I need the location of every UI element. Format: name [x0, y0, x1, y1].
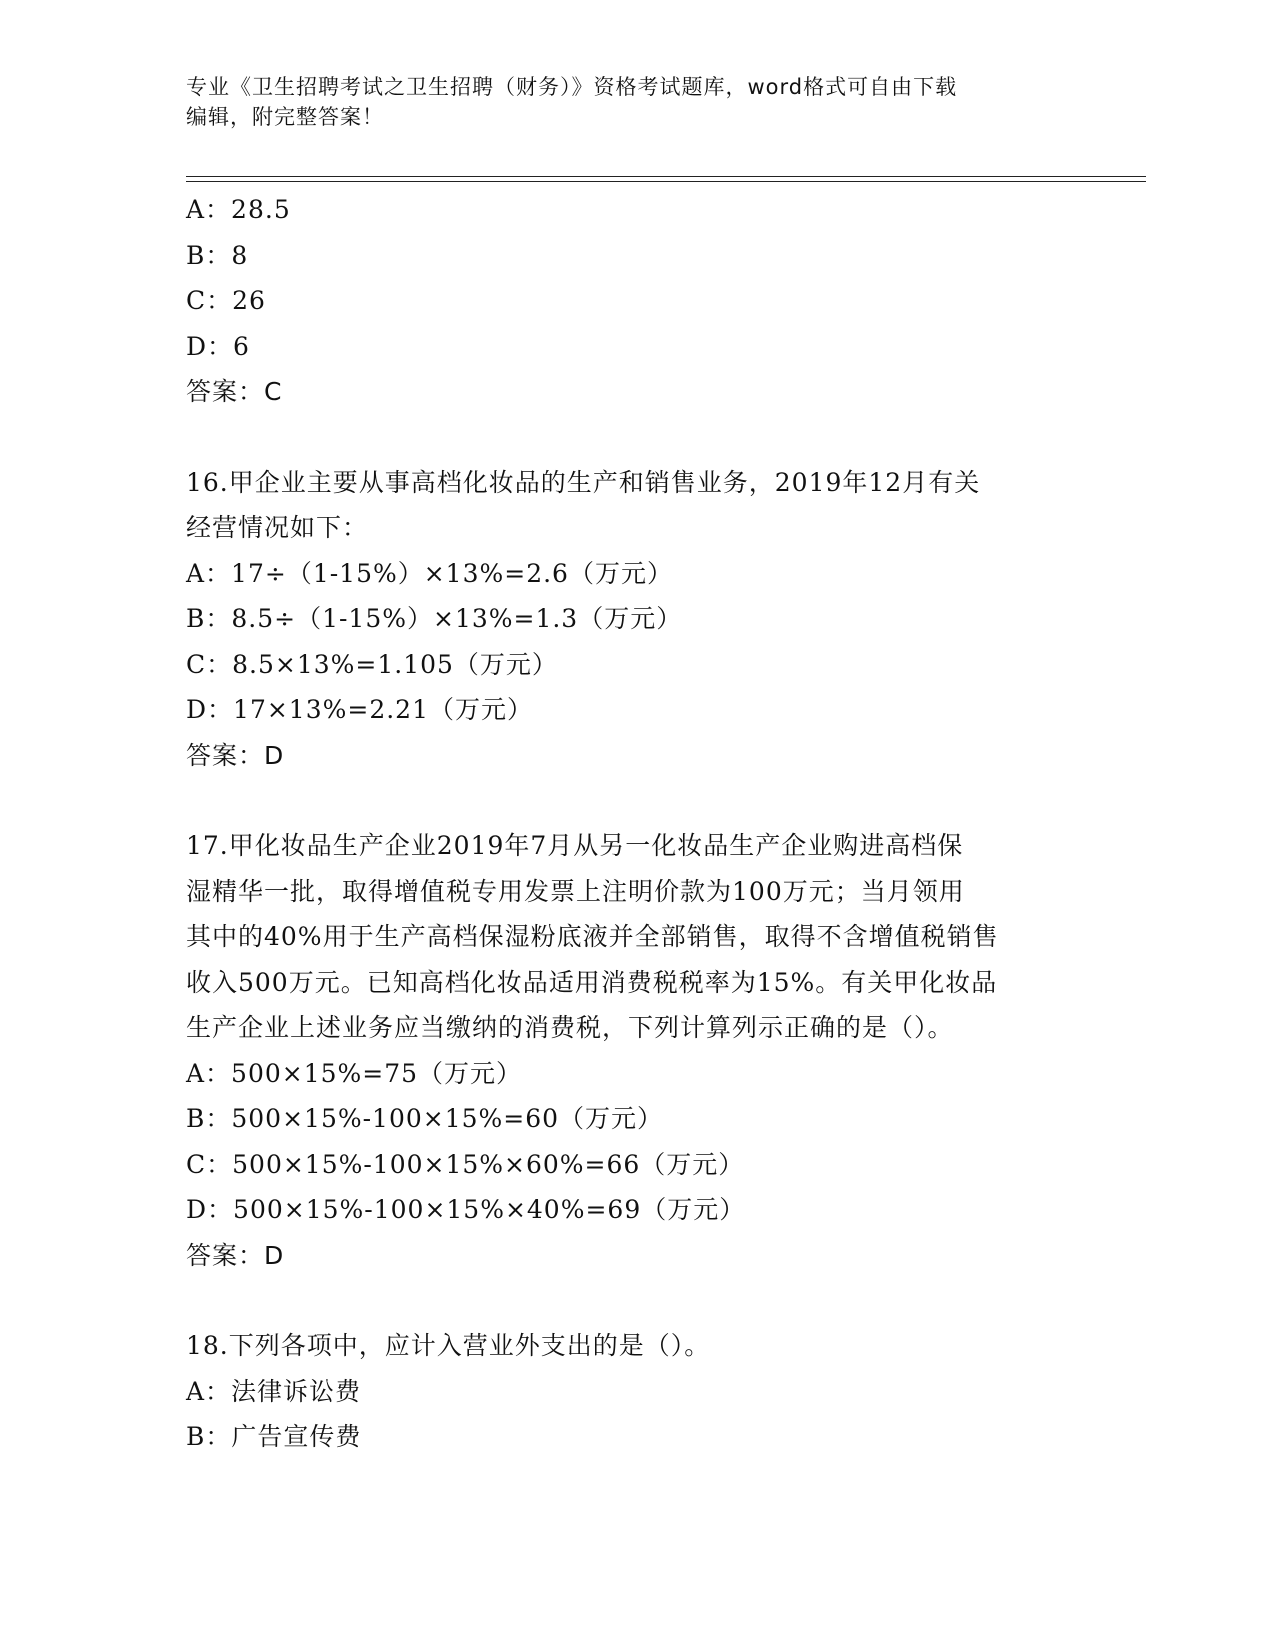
option-d: D：6: [186, 331, 250, 361]
question-stem-line: 16.甲企业主要从事高档化妆品的生产和销售业务，2019年12月有关: [186, 467, 981, 497]
spacer: [186, 415, 1086, 460]
document-header: [186, 72, 1066, 132]
question-stem-line: 湿精华一批，取得增值税专用发票上注明价款为100万元；当月领用: [186, 876, 965, 906]
question-stem-line: 生产企业上述业务应当缴纳的消费税，下列计算列示正确的是（）。: [186, 1013, 954, 1042]
header-line-1: 专业《卫生招聘考试之卫生招聘（财务）》资格考试题库，word格式可自由下载: [186, 75, 958, 99]
answer: 答案：D: [186, 740, 285, 770]
option-b: B：广告宣传费: [186, 1422, 362, 1451]
spacer: [186, 1278, 1086, 1323]
option-b: B：8.5÷（1-15%）×13%=1.3（万元）: [186, 604, 683, 633]
answer: 答案：C: [186, 377, 283, 406]
option-a: A：17÷（1-15%）×13%=2.6（万元）: [186, 558, 673, 588]
option-a: A：28.5: [186, 195, 291, 224]
option-d: D：500×15%-100×15%×40%=69（万元）: [186, 1195, 746, 1224]
option-c: C：500×15%-100×15%×60%=66（万元）: [186, 1149, 745, 1179]
option-c: C：8.5×13%=1.105（万元）: [186, 649, 558, 679]
option-a: A：法律诉讼费: [186, 1376, 362, 1406]
question-16: [186, 460, 1086, 779]
question-17: [186, 823, 1086, 1278]
question-list: [186, 187, 1086, 1460]
spacer: [186, 778, 1086, 823]
header-line-2: 编辑，附完整答案！: [186, 105, 384, 129]
question-stem-line: 18.下列各项中，应计入营业外支出的是（）。: [186, 1331, 711, 1360]
option-a: A：500×15%=75（万元）: [186, 1058, 523, 1088]
option-b: B：8: [186, 240, 249, 270]
question-18: [186, 1323, 1086, 1460]
header-divider-bottom: [186, 181, 1146, 182]
option-d: D：17×13%=2.21（万元）: [186, 695, 533, 724]
option-b: B：500×15%-100×15%=60（万元）: [186, 1104, 664, 1133]
header-divider-top: [186, 176, 1146, 177]
question-stem-line: 其中的40%用于生产高档保湿粉底液并全部销售，取得不含增值税销售: [186, 922, 999, 951]
question-stem-line: 17.甲化妆品生产企业2019年7月从另一化妆品生产企业购进高档保: [186, 831, 964, 860]
question-15: [186, 187, 1086, 415]
question-stem-line: 收入500万元。已知高档化妆品适用消费税税率为15%。有关甲化妆品: [186, 967, 998, 997]
option-c: C：26: [186, 286, 266, 315]
question-stem-line: 经营情况如下：: [186, 513, 369, 542]
answer: 答案：D: [186, 1240, 285, 1270]
